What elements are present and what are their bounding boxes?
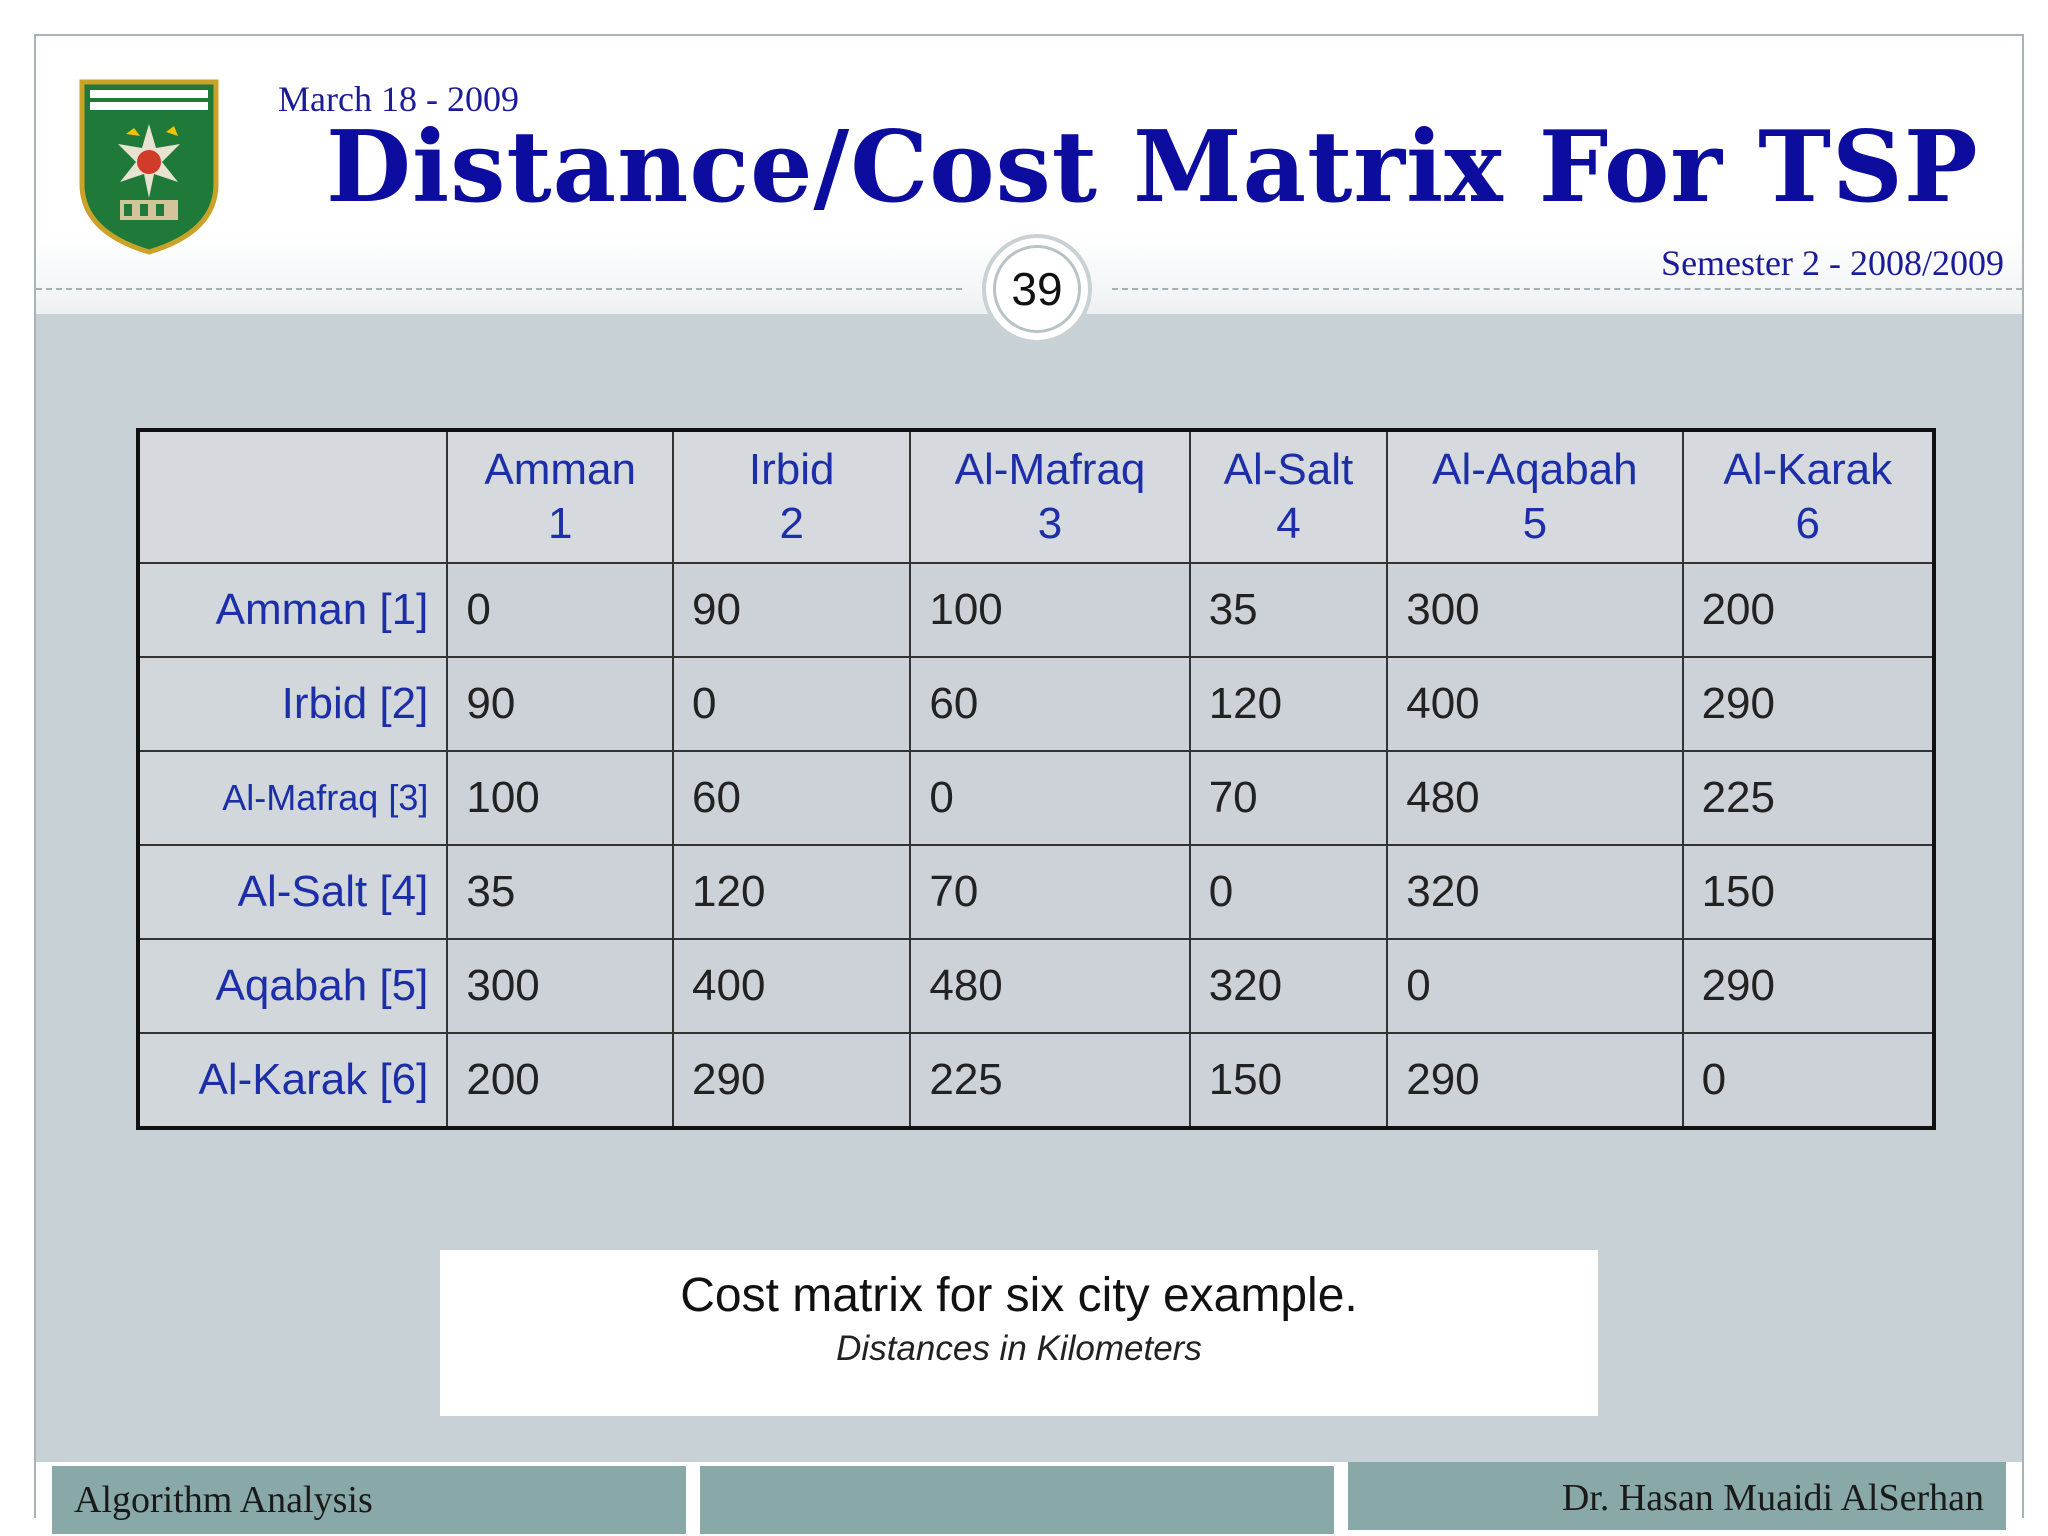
table-cell: 0 [1683,1033,1934,1128]
table-cell: 290 [673,1033,910,1128]
row-header: Al-Karak [6] [138,1033,447,1128]
university-crest-icon [74,74,224,256]
table-cell: 290 [1387,1033,1682,1128]
row-header: Amman [1] [138,563,447,657]
row-header: Aqabah [5] [138,939,447,1033]
header-divider-right [1112,288,2022,290]
cost-matrix-table [136,428,1936,1130]
caption-subtext: Distances in Kilometers [836,1329,1202,1368]
footer-middle-box [700,1466,1334,1534]
caption-text: Cost matrix for six city example. [680,1269,1358,1322]
footer-course-label: Algorithm Analysis [74,1479,373,1521]
table-cell: 0 [447,563,673,657]
row-header: Al-Mafraq [3] [138,751,447,845]
table-row [138,751,1934,845]
table-cell: 35 [447,845,673,939]
table-cell: 480 [910,939,1189,1033]
table-cell: 60 [673,751,910,845]
table-cell: 400 [673,939,910,1033]
row-header: Irbid [2] [138,657,447,751]
table-row [138,657,1934,751]
table-cell: 120 [673,845,910,939]
table-cell: 290 [1683,657,1934,751]
slide [34,34,2024,1521]
table-cell: 90 [447,657,673,751]
column-header: Amman 1 [447,430,673,563]
table-cell: 60 [910,657,1189,751]
semester-label: Semester 2 - 2008/2009 [1661,243,2004,283]
column-header: Irbid 2 [673,430,910,563]
header-divider-left [36,288,962,290]
column-header: Al-Salt 4 [1190,430,1388,563]
table-row [138,1033,1934,1128]
table-cell: 480 [1387,751,1682,845]
slide-content [36,314,2022,1462]
column-header: Al-Karak 6 [1683,430,1934,563]
table-cell: 0 [910,751,1189,845]
table-cell: 200 [447,1033,673,1128]
table-cell: 225 [910,1033,1189,1128]
table-cell: 300 [447,939,673,1033]
table-cell: 320 [1387,845,1682,939]
table-cell: 320 [1190,939,1388,1033]
caption-box [440,1250,1598,1416]
table-row [138,845,1934,939]
table-cell: 225 [1683,751,1934,845]
table-cell: 100 [910,563,1189,657]
table-header-row [138,430,1934,563]
table-cell: 200 [1683,563,1934,657]
table-cell: 70 [1190,751,1388,845]
table-cell: 70 [910,845,1189,939]
table-cell: 150 [1683,845,1934,939]
page-title: Distance/Cost Matrix For TSP [326,110,1979,225]
footer-right-box [1348,1462,2006,1530]
footer-left-box [52,1466,686,1534]
table-cell: 90 [673,563,910,657]
slide-footer [36,1462,2022,1521]
corner-cell [138,430,447,563]
table-row [138,939,1934,1033]
table-cell: 35 [1190,563,1388,657]
table-row [138,563,1934,657]
column-header: Al-Mafraq 3 [910,430,1189,563]
slide-number: 39 [993,245,1081,333]
slide-number-badge [982,234,1092,344]
date-label: March 18 - 2009 [278,79,519,119]
table-cell: 0 [1387,939,1682,1033]
table-cell: 100 [447,751,673,845]
table-cell: 0 [1190,845,1388,939]
row-header: Al-Salt [4] [138,845,447,939]
table-cell: 120 [1190,657,1388,751]
table-cell: 0 [673,657,910,751]
footer-author-label: Dr. Hasan Muaidi AlSerhan [1561,1477,1984,1519]
table-cell: 400 [1387,657,1682,751]
column-header: Al-Aqabah 5 [1387,430,1682,563]
table-cell: 290 [1683,939,1934,1033]
table-cell: 150 [1190,1033,1388,1128]
table-cell: 300 [1387,563,1682,657]
